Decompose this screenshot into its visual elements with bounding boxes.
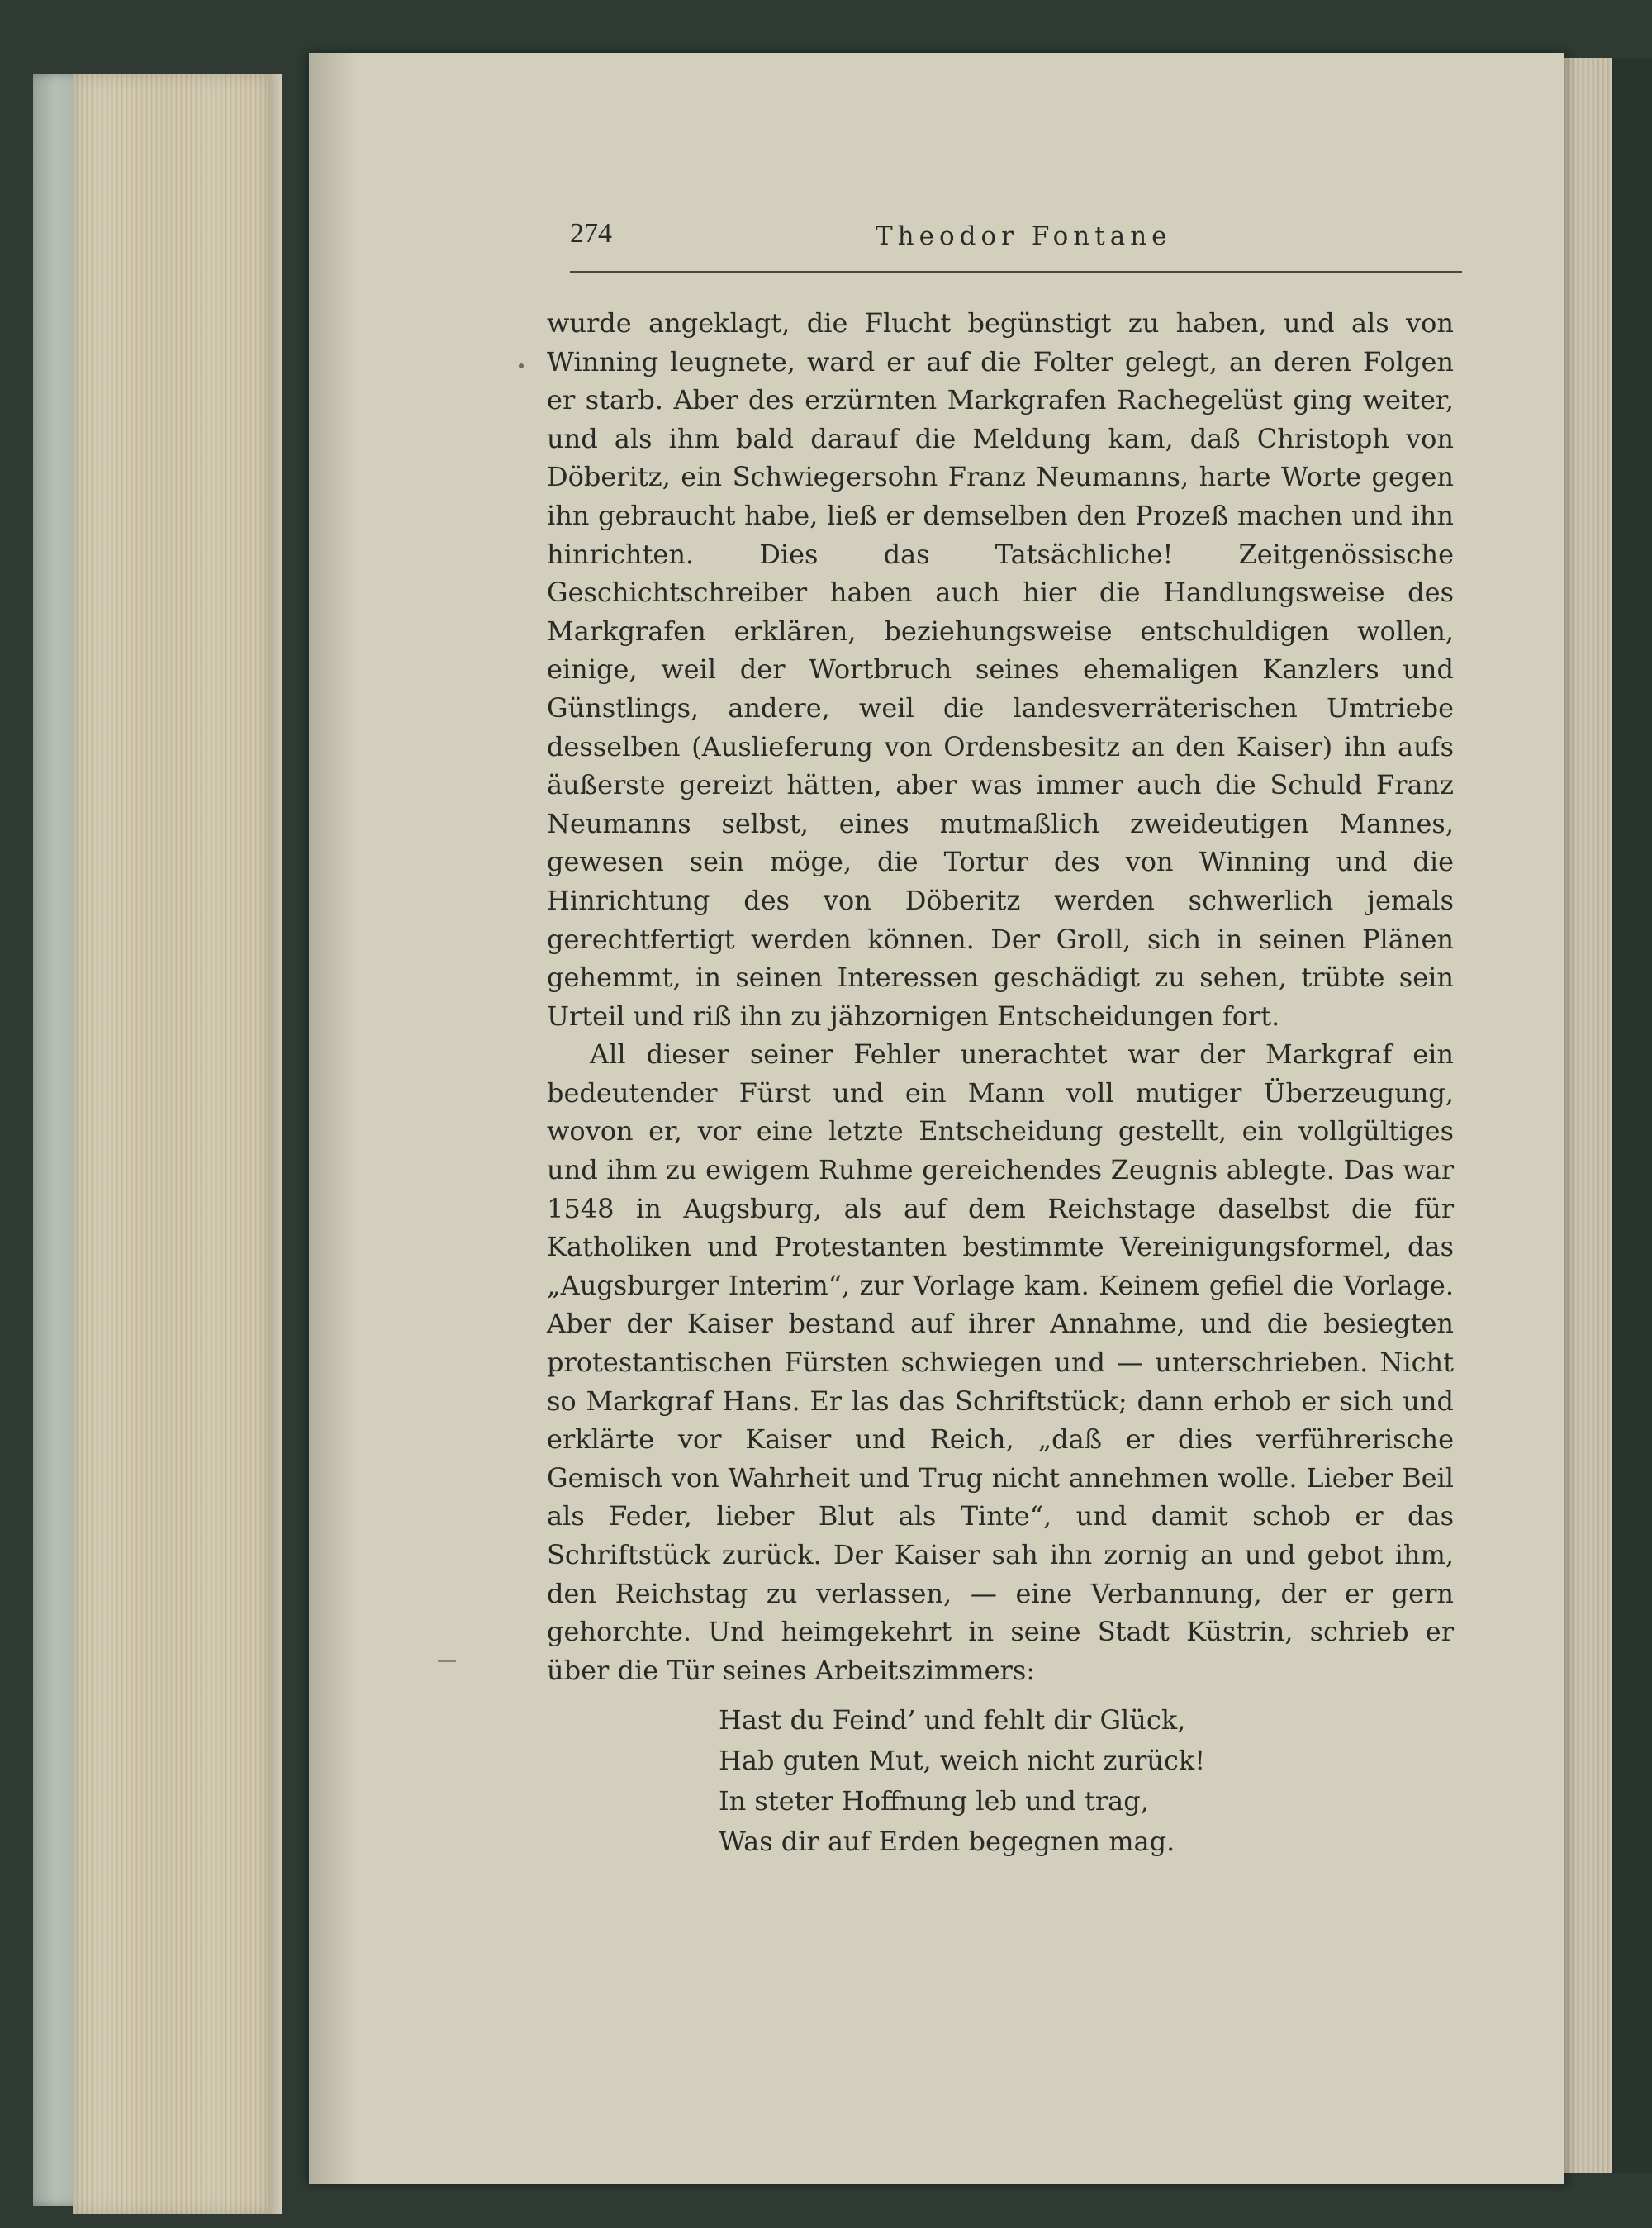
poem-line: Was dir auf Erden begegnen mag. bbox=[719, 1826, 1175, 1857]
poem-line: Hab guten Mut, weich nicht zurück! bbox=[719, 1745, 1206, 1776]
margin-dash bbox=[438, 1660, 456, 1662]
paragraph: All dieser seiner Fehler unerachtet war der Markgraf ein bedeutender Fürst und ein Mann voll mutiger Überzeugung, wovon er, vor eine letzte Entscheidung gestellt, ein vollgültiges und ihm zu ewigem Ruhme gereichendes Zeugnis ablegte. Das war 1548 in Augsburg, als auf dem Reichstage daselbst die für Katholiken und Protestanten bestimmte Vereinigungsformel, das „Augsburger Interim“, zur Vorlage kam. Keinem gefiel die Vorlage. Aber der Kaiser bestand auf ihrer Annahme, und die besiegten protestantischen Fürsten schwiegen und — unterschrieben. Nicht so Markgraf Hans. Er las das Schriftstück; dann erhob er sich und erklärte vor Kaiser und Reich, „daß er dies verführerische Gemisch von Wahrheit und Trug nicht annehmen wolle. Lieber Beil als Feder, lieber Blut als Tinte“, und damit schob er das Schriftstück zurück. Der Kaiser sah ihn zornig an und gebot ihm, den Reichstag zu verlassen, — eine Verbannung, der er gern gehorchte. Und heimgekehrt in seine Stadt Küstrin, schrieb er über die Tür seines Arbeitszimmers: bbox=[547, 1038, 1454, 1686]
background-edge bbox=[1612, 58, 1652, 2173]
page-header bbox=[570, 215, 1462, 261]
left-page-stack bbox=[73, 74, 271, 2214]
body-text bbox=[547, 304, 1454, 1689]
right-page-edges bbox=[1564, 58, 1612, 2173]
header-rule bbox=[570, 271, 1462, 273]
poem-line: Hast du Feind’ und fehlt dir Glück, bbox=[719, 1704, 1186, 1736]
page-number: 274 bbox=[570, 218, 612, 249]
paragraph: wurde angeklagt, die Flucht begünstigt zu haben, und als von Winning leugnete, ward er auf die Folter gelegt, an deren Folgen er starb. Aber des erzürnten Markgrafen Rachegelüst ging weiter, und als ihm bald darauf die Meldung kam, daß Christoph von Döberitz, ein Schwiegersohn Franz Neumanns, harte Worte gegen ihn gebraucht habe, ließ er demselben den Prozeß machen und ihn hinrichten. Dies das Tatsächliche! Zeitgenössische Geschichtschreiber haben auch hier die Handlungsweise des Markgrafen erklären, beziehungsweise entschuldigen wollen, einige, weil der Wortbruch seines ehemaligen Kanzlers und Günstlings, andere, weil die landesverräterischen Umtriebe desselben (Auslieferung von Ordensbesitz an den Kaiser) ihn aufs äußerste gereizt hätten, aber was immer auch die Schuld Franz Neumanns selbst, eines mutmaßlich zweideutigen Mannes, gewesen sein möge, die Tortur des von Winning und die Hinrichtung des von Döberitz werden schwerlich jemals gerechtfertigt werden können. Der Groll, sich in seinen Plänen gehemmt, in seinen Interessen geschädigt zu sehen, trübte sein Urteil und riß ihn zu jähzornigen Entscheidungen fort. bbox=[547, 307, 1454, 1032]
poem-line: In steter Hoffnung leb und trag, bbox=[719, 1785, 1149, 1817]
running-head: Theodor Fontane bbox=[876, 221, 1172, 251]
margin-mark bbox=[519, 363, 524, 368]
poem-inscription bbox=[719, 1700, 1462, 1862]
gutter-shadow bbox=[309, 53, 358, 2184]
